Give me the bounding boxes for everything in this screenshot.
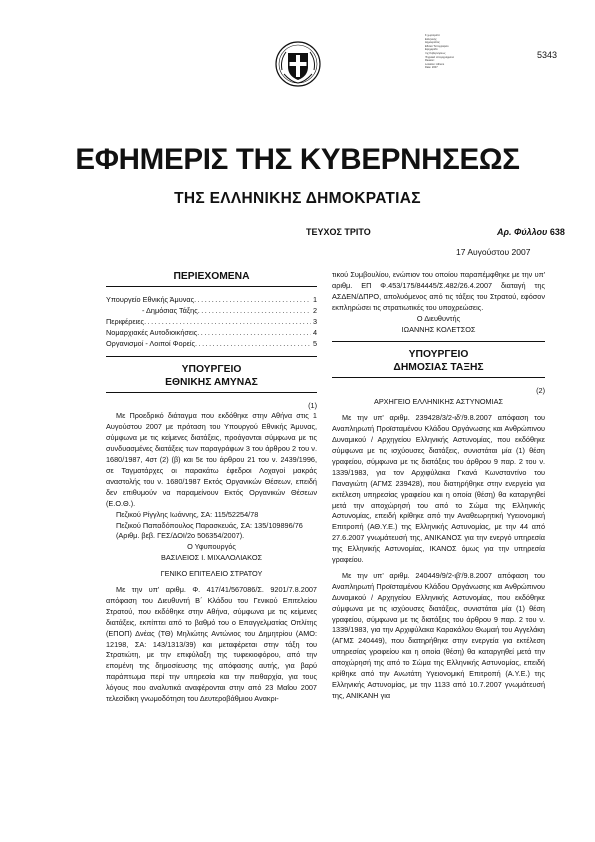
gazette-subtitle: ΤΗΣ ΕΛΛΗΝΙΚΗΣ ΔΗΜΟΚΡΑΤΙΑΣ — [174, 190, 421, 207]
page-number: 5343 — [537, 50, 558, 60]
toc-leader — [198, 306, 311, 317]
toc-item[interactable] — [106, 306, 317, 317]
signature-line: Δημοκρατίας — [425, 41, 440, 45]
left-column — [106, 270, 317, 705]
toc-leader — [194, 295, 311, 306]
toc-leader — [144, 317, 311, 328]
sheet-value: 638 — [549, 227, 565, 237]
toc-item-page: 2 — [312, 305, 317, 315]
toc-item-label: Οργανισμοί - Λοιποί Φορείς — [106, 338, 196, 348]
toc-item-label: Νομαρχιακές Αυτοδιοικήσεις — [106, 327, 198, 337]
toc-leader — [197, 328, 311, 339]
signatory-name: ΒΑΣΙΛΕΙΟΣ Ι. ΜΙΧΑΛΟΛΙΑΚΟΣ — [160, 553, 263, 563]
signature-line: Εθνικό Τυπογραφείο — [425, 44, 449, 48]
ministry-heading-line2: ΕΘΝΙΚΗΣ ΑΜΥΝΑΣ — [106, 376, 317, 393]
toc-item[interactable] — [106, 328, 317, 339]
toc-item-label: Περιφέρειες — [106, 316, 145, 326]
decision-text: Με την υπ' αριθμ. 239428/3/2-ιδ'/9.8.2007 απόφαση του Αναπληρωτή Προϊσταμένου Κλάδου Οργάνωσης και Ανθρώπινου Δυναμικού / Αρχηγείου Ελληνικής Αστυνομίας, που εκδόθηκε σύμφωνα με τις ισχύουσες διατάξεις, συνιστάται μία (1) θέση γραφείου, σύμφωνα με τις διατάξεις του άρθρου 9 παρ. 2 του ν. 1339/1983, για τον Αρχιφύλακα Γκανά Κωνσταντίνο του Παναγιώτη (ΑΓΜΣ 239428), που διατηρήθηκε στην ενεργεία για εκτέλεση υπηρεσίας γραφείου και η οποία (θέση) θα καταργηθεί μετά την αποχώρησή του από το Σώμα της Ελληνικής Αστυνομίας, επειδή κρίθηκε από την Αναθεωρητική Υγειονομική Επιτροπή (ΑΘ.Υ.Ε.) της Ελληνικής Αστυνομίας, με την 44 από 27.6.2007 γνωμάτευσή της, ΑΝΙΚΑΝΟΣ για την ενεργό υπηρεσία της Ελληνικής Αστυνομίας, ΙΚΑΝΟΣ όμως για την υπηρεσία γραφείου. — [332, 413, 545, 565]
issue-date: 17 Αυγούστου 2007 — [456, 247, 531, 257]
decision-text: Με την υπ' αριθμ. Φ. 417/41/567086/Σ. 9201/7.8.2007 απόφαση του Διευθυντή Β΄ Κλάδου του Γενικού Επιτελείου Στρατού, που εκδόθηκε στην Αθήνα, σύμφωνα με τις κείμενες διατάξεις, εκπίπτει από το βαθμό του ο Επαγγελματίας Οπλίτης (ΕΠΟΠ) Δνέας (ΤΘ) Μηλιώτης Αντώνιος του Δημητρίου (ΑΜΟ: 12198, ΣΑ: 143/1313/39) και μεταφέρεται στην τάξη του Στρατιώτη, με την επιφύλαξη της τυφεκιοφόρου, από την επομένη της δημοσίευσης της απόφασης αυτής, για βαρύ παράπτωμα περί την υπηρεσία και την πειθαρχία, για τους λόγους που αναλυτικά αναφέρονται στην από 23 Μαΐου 2007 τελεσίδικη γνωμοδότηση του Δευτεροβάθμιου Ανακρι- — [106, 585, 317, 704]
gazette-title: ΕΦΗΜΕΡΙΣ ΤΗΣ ΚΥΒΕΡΝΗΣΕΩΣ — [75, 143, 520, 176]
section-divider — [106, 356, 317, 393]
toc-item-label: Υπουργείο Εθνικής Άμυνας — [106, 295, 195, 304]
signatory-title: Ο Υφυπουργός — [187, 542, 236, 552]
toc-item[interactable] — [106, 339, 317, 350]
decision-text: Με Προεδρικό διάταγμα που εκδόθηκε στην Αθήνα στις 1 Αυγούστου 2007 με πρόταση του Υπουργού Εθνικής Άμυνας, σύμφωνα με τις κείμενες διατάξεις, προάγονται σύμφωνα με τις συνδυασμένες διατάξεις των παραγράφων 3 του άρθρου 2 του ν. 1680/1987, 4στ (2) (β) και 5ε του άρθρου 21 του ν. 2439/1996, σε Ταγματάρχες οι παρακάτω έφεδροι Λοχαγοί μακράς αναστολής του ν. 1680/1987 Εκτός Οργανικών Θέσεων, επειδή δεν επιθυμούν να παραμείνουν Εκτός Οργανικών Θέσεων (Ε.Ο.Θ.). — [106, 411, 317, 508]
toc-item-label: - Δημόσιας Τάξης — [142, 305, 198, 315]
sheet-label: Αρ. Φύλλου — [497, 227, 548, 237]
section-heading: ΓΕΝΙΚΟ ΕΠΙΤΕΛΕΙΟ ΣΤΡΑΤΟΥ — [160, 569, 263, 579]
reference: (Αριθμ. βεβ. ΓΕΣ/ΔΟΙ/2ο 506354/2007). — [116, 531, 245, 541]
section-divider — [332, 341, 545, 378]
signature-line: Ελληνικής — [425, 37, 437, 41]
decision-text-continued: τικού Συμβουλίου, ενώπιον του οποίου παραπέμφθηκε με την υπ' αριθμ. ΕΠ Φ.453/175/84445/Σ.482/26.4.2007 διαταγή της ΑΣΔΕΝ/ΔΠΡΟ, απολυόμενος από τις τάξεις του Στρατού, εφόσον εκπληρώσει τις στρατιωτικές του υποχρεώσεις. — [332, 270, 545, 312]
item-number: (1) — [308, 400, 317, 410]
signature-line: της Κυβερνήσεως — [425, 51, 446, 55]
sheet-number — [497, 227, 565, 237]
person-entry: Πεζικού Παπαδόπουλος Παρασκευάς, ΣΑ: 135/109896/76 — [116, 520, 303, 530]
toc-item-page: 1 — [312, 295, 317, 304]
toc-item-page: 4 — [312, 327, 317, 337]
greek-coat-of-arms-icon — [274, 40, 322, 88]
person-entry: Πεζικού Ρίγγλης Ιωάννης, ΣΑ: 115/52254/78 — [116, 509, 259, 519]
signature-line: Ψηφιακά υπογεγραμμένο — [425, 55, 455, 59]
toc-item-page: 5 — [312, 338, 317, 348]
toc-leader — [195, 339, 311, 350]
signature-line: Εφημερίδα — [425, 48, 438, 52]
toc-heading: ΠΕΡΙΕΧΟΜΕΝΑ — [106, 270, 317, 287]
signatory-name: ΙΩΑΝΝΗΣ ΚΟΛΕΤΣΟΣ — [401, 324, 476, 334]
ministry-heading-line1: ΥΠΟΥΡΓΕΙΟ — [408, 349, 469, 361]
digital-signature-note — [425, 34, 493, 70]
signature-line: Date: 2007 — [425, 66, 438, 70]
signature-line: Reason: — [425, 59, 435, 63]
signatory-title: Ο Διευθυντής — [416, 313, 461, 323]
signature-line: Σ.χωρίσματα — [425, 34, 440, 37]
right-column — [332, 270, 545, 702]
toc-item[interactable] — [106, 295, 317, 306]
toc-item[interactable] — [106, 317, 317, 328]
section-heading: ΑΡΧΗΓΕΙΟ ΕΛΛΗΝΙΚΗΣ ΑΣΤΥΝΟΜΙΑΣ — [373, 397, 504, 407]
signature-line: Location: Athens — [425, 62, 445, 66]
item-number: (2) — [536, 386, 545, 396]
toc-item-page: 3 — [312, 316, 317, 326]
decision-text: Με την υπ' αριθμ. 240449/9/2-ιβ'/9.8.2007 απόφαση του Αναπληρωτή Προϊσταμένου Κλάδου Οργάνωσης και Ανθρώπινου Δυναμικού / Αρχηγείου Ελληνικής Αστυνομίας, που εκδόθηκε σύμφωνα με τις ισχύουσες διατάξεις, συνιστάται μία (1) θέση γραφείου, σύμφωνα με τις διατάξεις του άρθρου 9 παρ. 2 του ν. 1339/1983, για την Αρχιφύλακα Καρακάλου Θωμαή του Αγγελάκη (ΑΓΜΣ 240449), που διατηρήθηκε στην ενεργεία για εκτέλεση υπηρεσίας γραφείου και η οποία (θέση) θα καταργηθεί μετά την αποχώρησή της από το Σώμα της Ελληνικής Αστυνομίας, επειδή κρίθηκε από την Ανωτάτη Υγειονομική Επιτροπή (Α.Υ.Ε.) της Ελληνικής Αστυνομίας, με την 1133 από 10.7.2007 γνωμάτευσή της, ΑΝΙΚΑΝΗ για — [332, 570, 545, 700]
ministry-heading-line1: ΥΠΟΥΡΓΕΙΟ — [181, 363, 242, 375]
ministry-heading-line2: ΔΗΜΟΣΙΑΣ ΤΑΞΗΣ — [332, 361, 545, 378]
issue-type: ΤΕΥΧΟΣ ΤΡΙΤΟ — [306, 227, 371, 237]
